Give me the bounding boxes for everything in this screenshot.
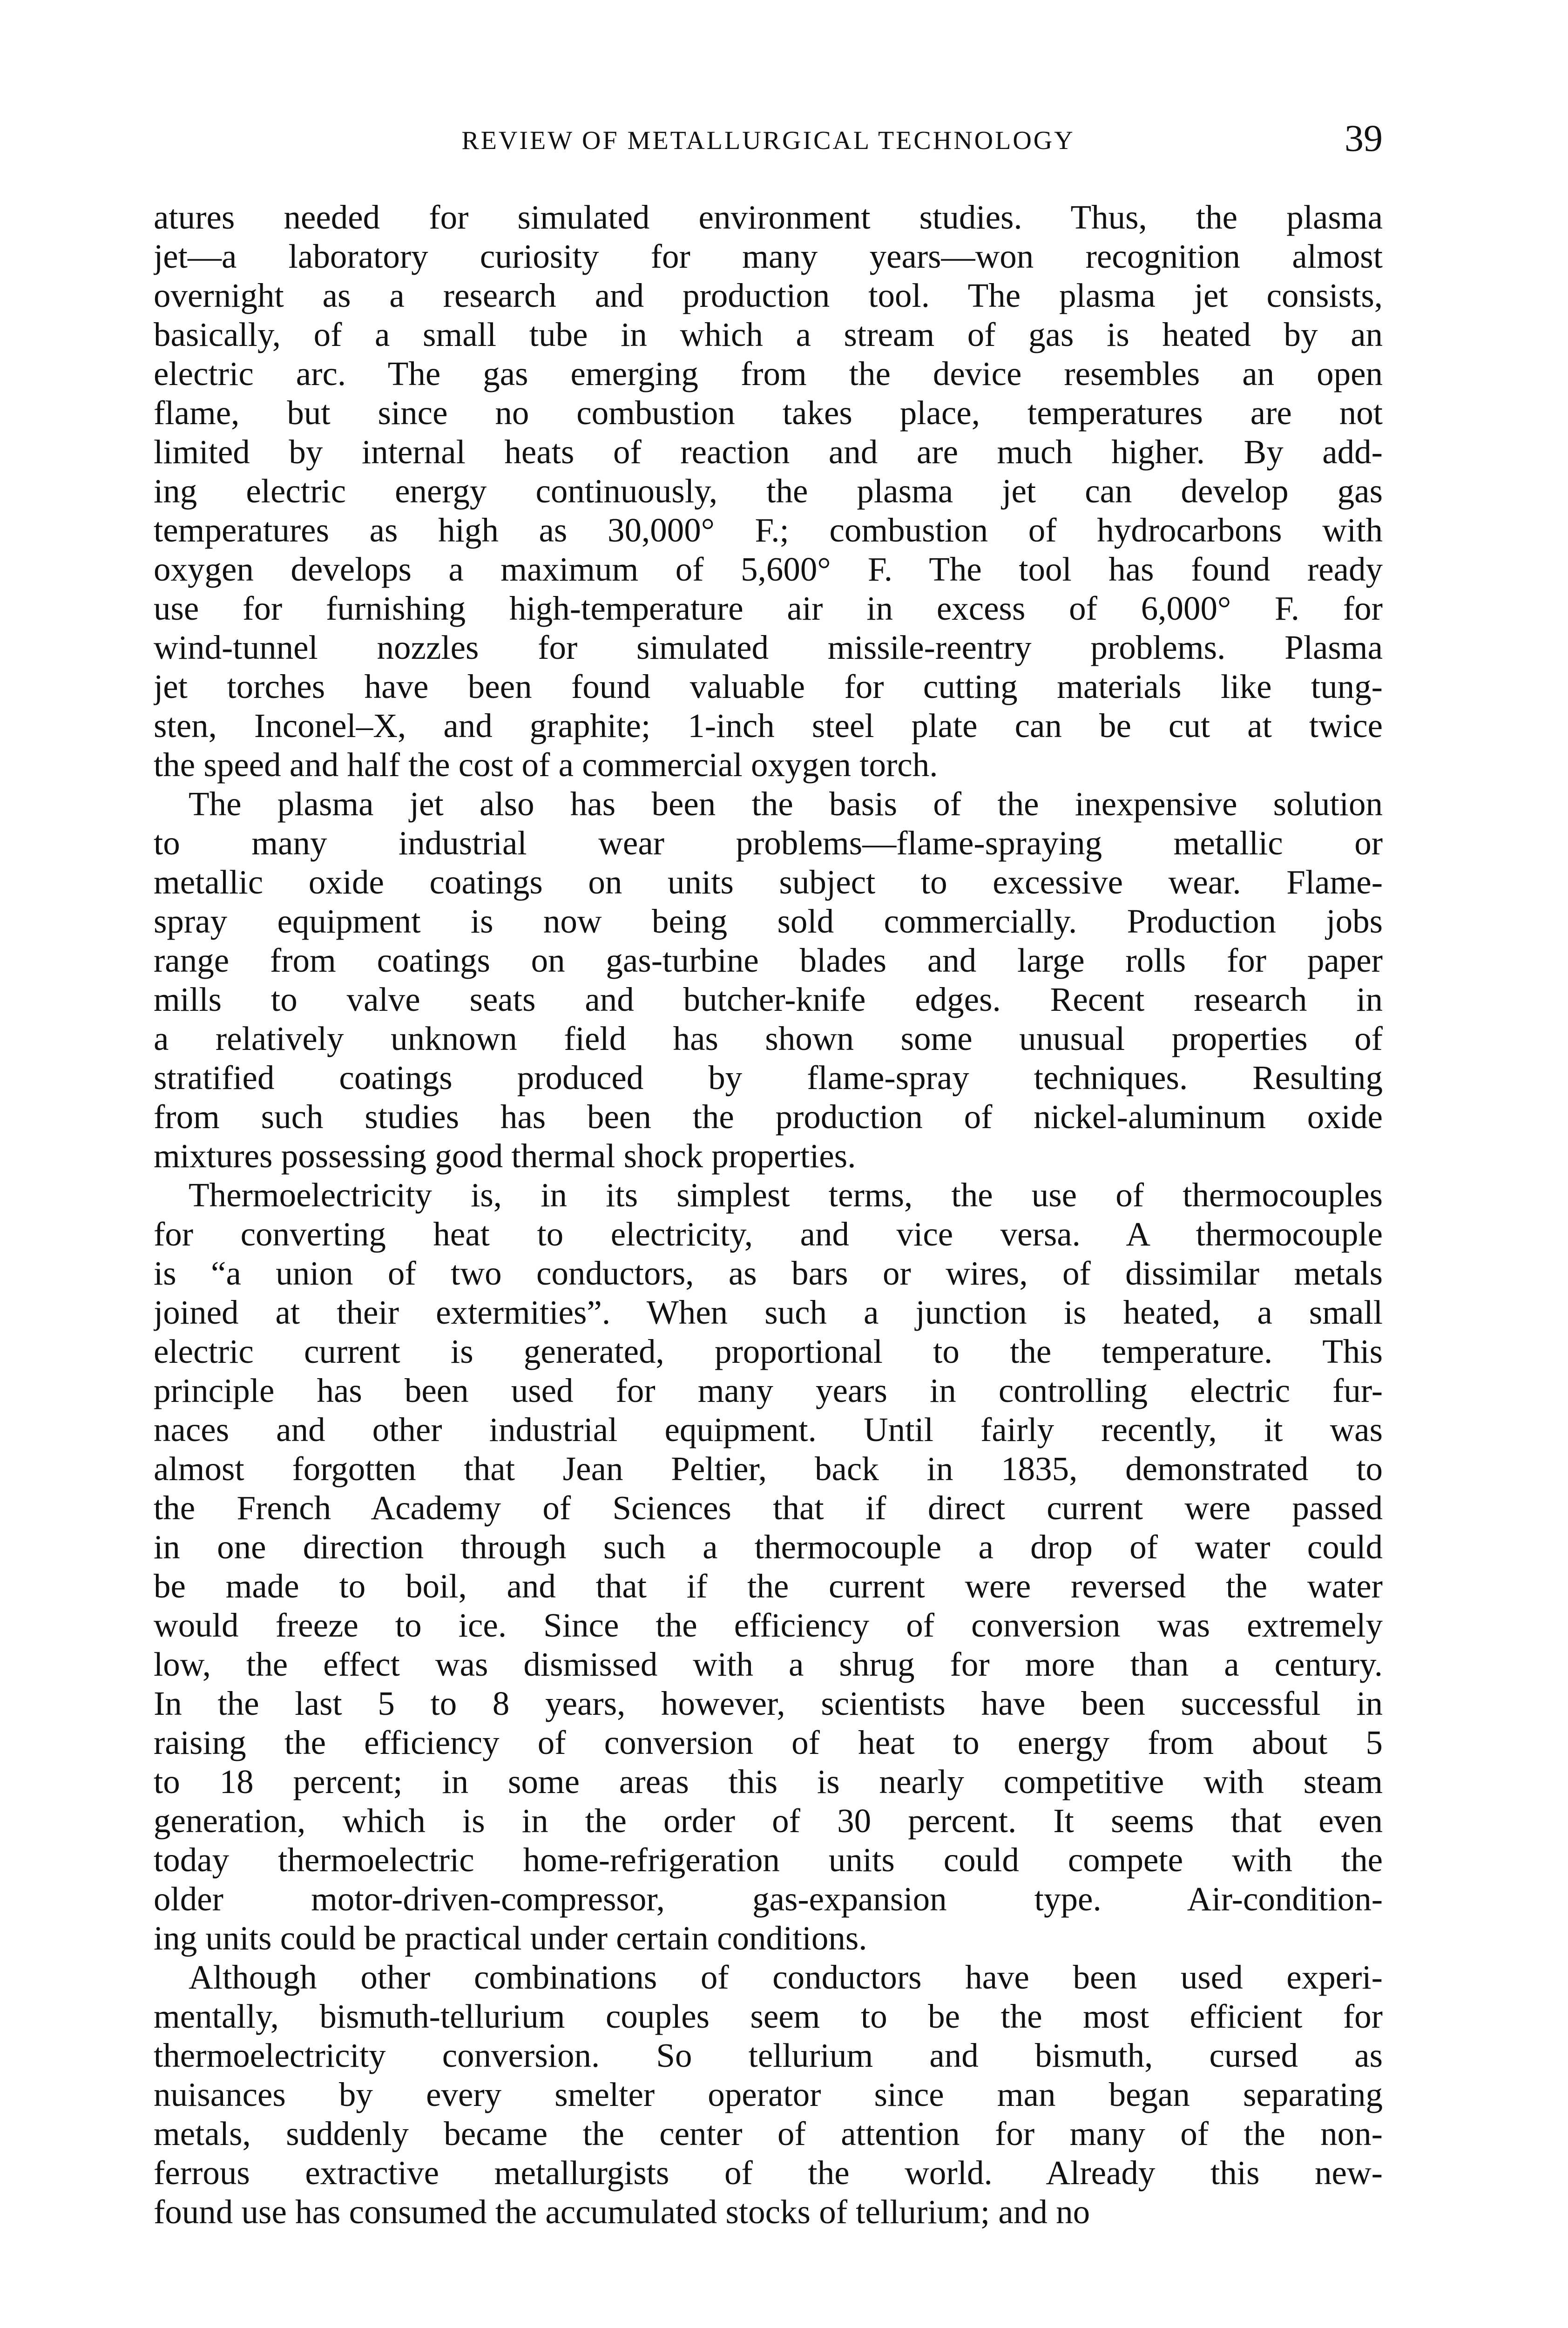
text-line: be made to boil, and that if the current were reversed the water <box>154 1567 1383 1605</box>
text-line: metals, suddenly became the center of attention for many of the non- <box>154 2115 1383 2152</box>
paragraph <box>154 1176 1383 1958</box>
text-line: almost forgotten that Jean Peltier, back in 1835, demonstrated to <box>154 1450 1383 1488</box>
text-line: electric arc. The gas emerging from the device resembles an open <box>154 355 1383 393</box>
text-line: sten, Inconel–X, and graphite; 1-inch steel plate can be cut at twice <box>154 707 1383 744</box>
text-line: range from coatings on gas-turbine blades and large rolls for paper <box>154 941 1383 979</box>
paragraph <box>154 198 1383 785</box>
text-line: use for furnishing high-temperature air in excess of 6,000° F. for <box>154 589 1383 627</box>
text-line: low, the effect was dismissed with a shrug for more than a century. <box>154 1645 1383 1683</box>
text-line: the French Academy of Sciences that if direct current were passed <box>154 1489 1383 1527</box>
text-line: jet—a laboratory curiosity for many years—won recognition almost <box>154 237 1383 275</box>
text-line: older motor-driven-compressor, gas-expansion type. Air-condition- <box>154 1880 1383 1918</box>
text-line: ing units could be practical under certain conditions. <box>154 1919 867 1957</box>
text-line: today thermoelectric home-refrigeration units could compete with the <box>154 1841 1383 1879</box>
text-line: Thermoelectricity is, in its simplest terms, the use of thermocouples <box>189 1176 1383 1214</box>
paragraph <box>154 785 1383 1176</box>
text-line: atures needed for simulated environment studies. Thus, the plasma <box>154 198 1383 236</box>
page-number: 39 <box>1345 117 1383 159</box>
text-line: metallic oxide coatings on units subject to excessive wear. Flame- <box>154 863 1383 901</box>
text-line: flame, but since no combustion takes place, temperatures are not <box>154 394 1383 432</box>
text-line: The plasma jet also has been the basis of the inexpensive solution <box>189 785 1383 823</box>
text-line: basically, of a small tube in which a stream of gas is heated by an <box>154 316 1383 353</box>
text-line: joined at their extermities”. When such a junction is heated, a small <box>154 1293 1383 1331</box>
text-line: mixtures possessing good thermal shock properties. <box>154 1137 856 1175</box>
text-line: In the last 5 to 8 years, however, scientists have been successful in <box>154 1685 1383 1722</box>
text-line: to 18 percent; in some areas this is nearly competitive with steam <box>154 1763 1383 1800</box>
text-line: mentally, bismuth-tellurium couples seem to be the most efficient for <box>154 1997 1383 2035</box>
text-line: principle has been used for many years in controlling electric fur- <box>154 1372 1383 1409</box>
text-line: a relatively unknown field has shown some unusual properties of <box>154 1020 1383 1057</box>
text-line: mills to valve seats and butcher-knife edges. Recent research in <box>154 981 1383 1018</box>
text-line: Although other combinations of conductors have been used experi- <box>189 1958 1383 1996</box>
text-line: in one direction through such a thermocouple a drop of water could <box>154 1528 1383 1566</box>
text-line: thermoelectricity conversion. So tellurium and bismuth, cursed as <box>154 2037 1383 2074</box>
text-line: naces and other industrial equipment. Until fairly recently, it was <box>154 1411 1383 1448</box>
text-line: wind-tunnel nozzles for simulated missile-reentry problems. Plasma <box>154 629 1383 666</box>
text-line: to many industrial wear problems—flame-spraying metallic or <box>154 824 1383 862</box>
text-line: for converting heat to electricity, and vice versa. A thermocouple <box>154 1215 1383 1253</box>
text-line: oxygen develops a maximum of 5,600° F. The tool has found ready <box>154 550 1383 588</box>
paragraph <box>154 1958 1383 2232</box>
text-line: overnight as a research and production tool. The plasma jet consists, <box>154 277 1383 314</box>
body-text <box>154 198 1383 2232</box>
text-line: raising the efficiency of conversion of heat to energy from about 5 <box>154 1724 1383 1761</box>
text-line: would freeze to ice. Since the efficiency of conversion was extremely <box>154 1606 1383 1644</box>
text-line: limited by internal heats of reaction and are much higher. By add- <box>154 433 1383 471</box>
running-title: REVIEW OF METALLURGICAL TECHNOLOGY <box>461 126 1075 155</box>
text-line: ing electric energy continuously, the plasma jet can develop gas <box>154 472 1383 510</box>
text-line: stratified coatings produced by flame-spray techniques. Resulting <box>154 1059 1383 1096</box>
text-line: from such studies has been the production of nickel-aluminum oxide <box>154 1098 1383 1136</box>
text-line: nuisances by every smelter operator since man began separating <box>154 2076 1383 2113</box>
text-line: is “a union of two conductors, as bars or wires, of dissimilar metals <box>154 1254 1383 1292</box>
text-line: generation, which is in the order of 30 percent. It seems that even <box>154 1802 1383 1840</box>
text-line: temperatures as high as 30,000° F.; combustion of hydrocarbons with <box>154 511 1383 549</box>
text-line: electric current is generated, proportional to the temperature. This <box>154 1333 1383 1370</box>
text-line: the speed and half the cost of a commercial oxygen torch. <box>154 746 938 784</box>
text-line: jet torches have been found valuable for cutting materials like tung- <box>154 668 1383 705</box>
text-line: found use has consumed the accumulated stocks of tellurium; and no <box>154 2193 1090 2231</box>
text-line: ferrous extractive metallurgists of the world. Already this new- <box>154 2154 1383 2192</box>
text-line: spray equipment is now being sold commercially. Production jobs <box>154 902 1383 940</box>
running-head <box>154 116 1383 168</box>
